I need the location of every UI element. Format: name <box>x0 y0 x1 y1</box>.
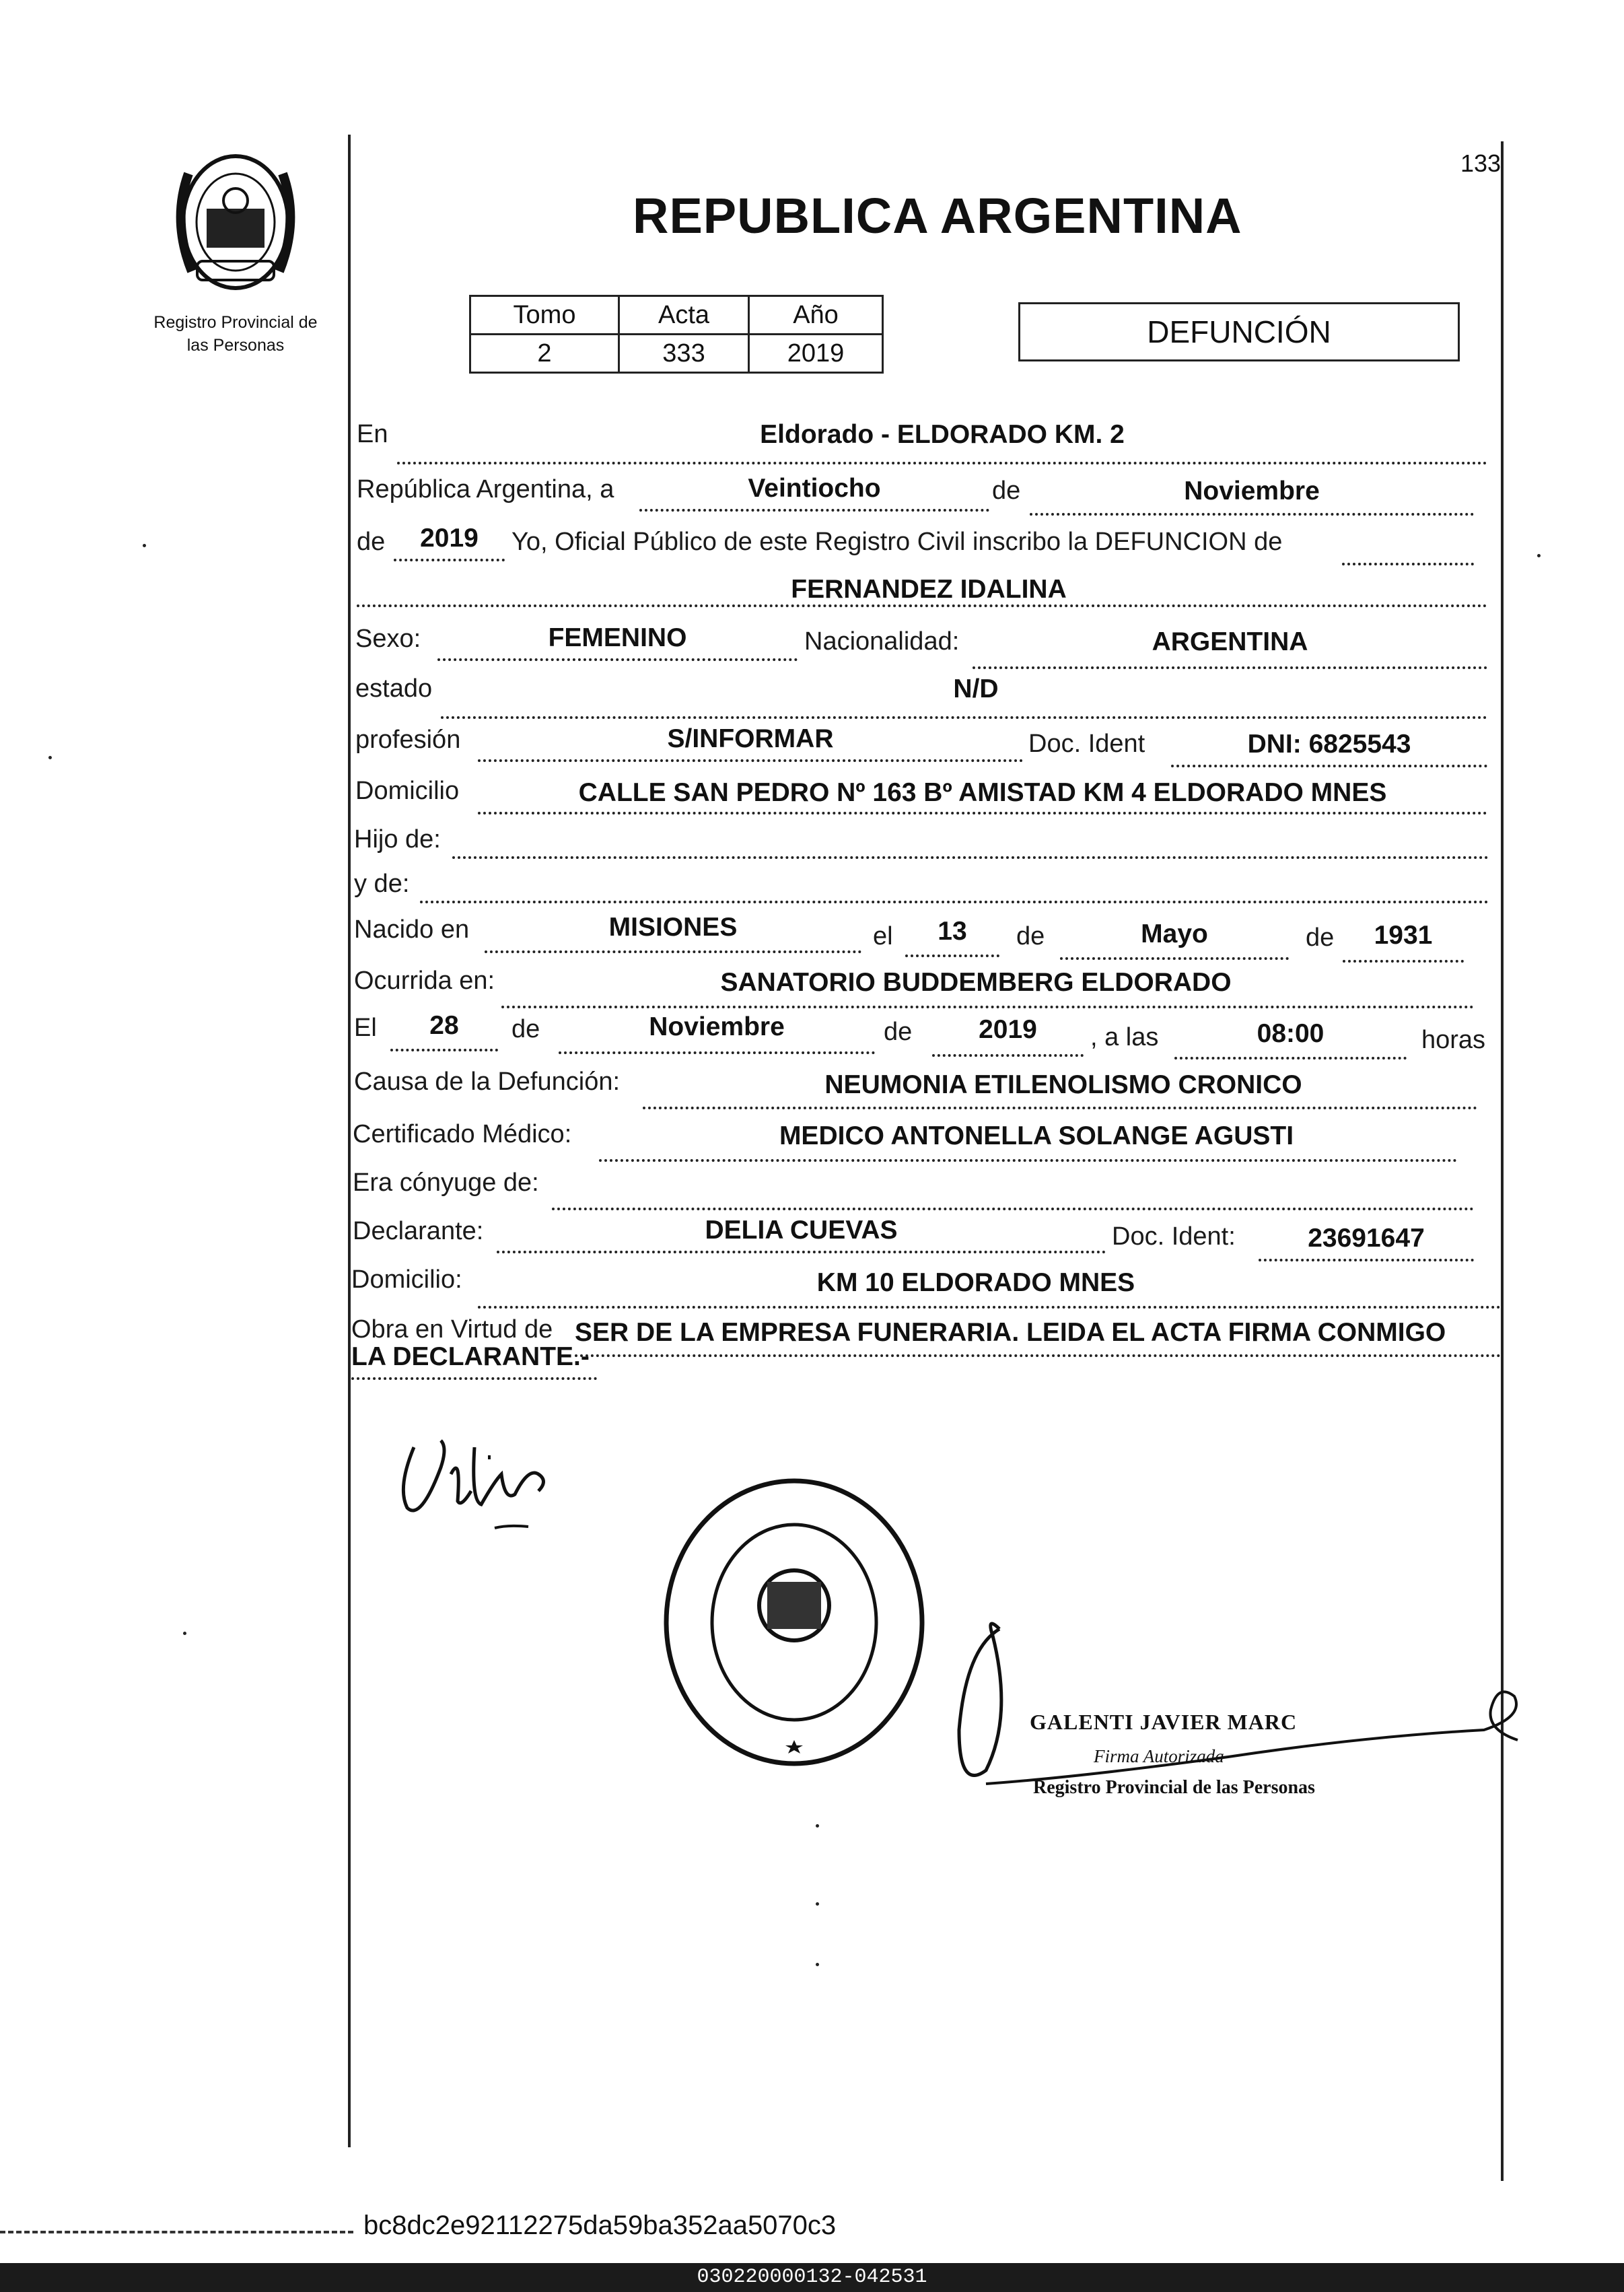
registry-name-line2: las Personas <box>186 336 285 355</box>
nac-dia-dots <box>905 954 999 957</box>
record-table-header-row <box>470 296 883 335</box>
mes-dots <box>1030 513 1474 516</box>
causa-dots <box>643 1107 1477 1109</box>
declarant-signature <box>394 1427 582 1541</box>
signature-name: GALENTI JAVIER MARC <box>1030 1710 1298 1734</box>
doc-ident2-label: Doc. Ident: <box>1112 1222 1236 1251</box>
registry-name-line1: Registro Provincial de <box>153 313 318 332</box>
anio-dots <box>394 559 505 561</box>
domicilio2-value: KM 10 ELDORADO MNES <box>816 1268 1135 1297</box>
sexo-label: Sexo: <box>355 625 421 653</box>
profesion-dots <box>478 759 1023 762</box>
y-de-label: y de: <box>354 870 410 898</box>
obra-line2: LA DECLARANTE.- <box>351 1342 590 1371</box>
yo-oficial-label: Yo, Oficial Público de este Registro Civil inscribo la DEFUNCION de <box>511 528 1283 556</box>
estado-value: N/D <box>953 674 999 703</box>
documento-value: DNI: 6825543 <box>1247 730 1411 759</box>
document-id-bar: 030220000132-042531 <box>0 2263 1624 2292</box>
declarante-doc-dots <box>1259 1259 1474 1261</box>
hijo-de-label: Hijo de: <box>354 825 441 854</box>
anio-value: 2019 <box>749 335 883 373</box>
def-hora-value: 08:00 <box>1257 1019 1325 1048</box>
page-number: 133 <box>1460 149 1502 177</box>
en-label: En <box>357 420 388 448</box>
tomo-header: Tomo <box>470 296 619 335</box>
nacido-en-value: MISIONES <box>608 913 738 942</box>
estado-label: estado <box>355 674 433 703</box>
acta-value: 333 <box>619 335 749 373</box>
nac-anio-dots <box>1343 960 1464 963</box>
anio-header: Año <box>749 296 883 335</box>
obra-line1: SER DE LA EMPRESA FUNERARIA. LEIDA EL ACTA FIRMA CONMIGO <box>575 1318 1446 1347</box>
conyuge-dots <box>552 1208 1474 1210</box>
nac-mes-dots <box>1060 957 1289 960</box>
nacionalidad-value: ARGENTINA <box>1152 627 1308 656</box>
de-label-3: de <box>1016 922 1045 950</box>
right-margin-line <box>1501 141 1504 2181</box>
record-table <box>469 295 884 374</box>
hijo-de-dots <box>452 856 1489 859</box>
domicilio-value: CALLE SAN PEDRO Nº 163 Bº AMISTAD KM 4 ELDORADO MNES <box>578 778 1387 807</box>
domicilio-label: Domicilio <box>355 777 460 805</box>
nacionalidad-dots <box>973 666 1487 669</box>
horas-label: horas <box>1421 1026 1486 1054</box>
def-mes-dots <box>559 1051 875 1054</box>
dia-texto-value: Veintiocho <box>748 474 881 503</box>
tomo-value: 2 <box>470 335 619 373</box>
de-label-4: de <box>1306 924 1335 952</box>
mes-value: Noviembre <box>1184 477 1320 506</box>
declarante-doc-value: 23691647 <box>1308 1224 1425 1253</box>
declarante-label: Declarante: <box>353 1217 484 1245</box>
def-anio-dots <box>932 1054 1084 1057</box>
de-label-1: de <box>992 477 1021 505</box>
certificado-value: MEDICO ANTONELLA SOLANGE AGUSTI <box>779 1121 1294 1150</box>
sexo-value: FEMENINO <box>548 623 687 652</box>
speck <box>816 1963 819 1966</box>
nacido-en-dots <box>485 950 861 953</box>
acta-header: Acta <box>619 296 749 335</box>
signature-registry: Registro Provincial de las Personas <box>1033 1777 1315 1798</box>
def-hora-dots <box>1174 1057 1407 1060</box>
nacido-en-label: Nacido en <box>354 915 470 944</box>
estado-dots <box>441 716 1487 719</box>
ocurrida-en-dots <box>501 1006 1474 1008</box>
nac-mes-value: Mayo <box>1141 919 1208 948</box>
profesion-value: S/INFORMAR <box>667 724 834 753</box>
profesion-label: profesión <box>355 726 461 754</box>
record-type-box: DEFUNCIÓN <box>1018 302 1460 361</box>
document-hash: bc8dc2e92112275da59ba352aa5070c3 <box>363 2211 837 2240</box>
de-label-5: de <box>511 1015 540 1043</box>
documento-dots <box>1171 765 1487 767</box>
left-margin-line <box>348 135 351 2147</box>
anio-value-text: 2019 <box>420 524 479 553</box>
nac-anio-value: 1931 <box>1374 921 1433 950</box>
record-table-value-row <box>470 335 883 373</box>
republica-label: República Argentina, a <box>357 475 614 503</box>
speck <box>816 1824 819 1828</box>
page-title: REPUBLICA ARGENTINA <box>633 188 1242 244</box>
def-anio-value: 2019 <box>979 1015 1037 1044</box>
conyuge-label: Era cónyuge de: <box>353 1169 539 1197</box>
causa-label: Causa de la Defunción: <box>354 1068 621 1096</box>
yo-oficial-dots <box>1342 563 1474 565</box>
speck <box>48 756 52 759</box>
dia-dots <box>639 509 989 512</box>
province-seal <box>165 147 306 295</box>
declarante-dots <box>497 1251 1106 1253</box>
speck <box>143 544 146 547</box>
def-dia-value: 28 <box>429 1011 459 1040</box>
y-de-dots <box>420 901 1489 903</box>
obra-line1-dots <box>575 1354 1501 1357</box>
lugar-value: Eldorado - ELDORADO KM. 2 <box>760 420 1125 449</box>
official-stamp <box>656 1474 932 1770</box>
causa-value: NEUMONIA ETILENOLISMO CRONICO <box>824 1070 1302 1099</box>
domicilio2-dots <box>478 1306 1501 1309</box>
el-label: el <box>873 922 893 950</box>
obra-line2-dots <box>351 1377 597 1380</box>
domicilio2-label: Domicilio: <box>351 1265 462 1294</box>
certificado-label: Certificado Médico: <box>353 1120 572 1148</box>
def-mes-value: Noviembre <box>649 1012 785 1041</box>
en-dots <box>397 462 1487 464</box>
doc-ident-label: Doc. Ident <box>1028 730 1145 758</box>
domicilio-dots <box>478 812 1487 814</box>
speck <box>183 1632 186 1635</box>
signature-role: Firma Autorizada <box>1094 1746 1224 1766</box>
nombre-value: FERNANDEZ IDALINA <box>791 575 1067 604</box>
el-cap-label: El <box>354 1014 377 1042</box>
ocurrida-en-value: SANATORIO BUDDEMBERG ELDORADO <box>720 968 1232 997</box>
obra-label: Obra en Virtud de <box>351 1315 553 1344</box>
declarante-value: DELIA CUEVAS <box>705 1216 898 1245</box>
a-las-label: , a las <box>1090 1023 1159 1051</box>
nombre-dots <box>357 604 1487 607</box>
speck <box>1537 554 1541 557</box>
de-label-2: de <box>357 528 386 556</box>
registry-name <box>128 311 343 357</box>
def-dia-dots <box>390 1049 498 1051</box>
certificado-dots <box>599 1159 1457 1162</box>
scan-artifact-line <box>0 2228 353 2233</box>
ocurrida-en-label: Ocurrida en: <box>354 967 495 995</box>
sexo-dots <box>437 658 798 661</box>
de-label-6: de <box>884 1018 913 1046</box>
nac-dia-value: 13 <box>938 917 967 946</box>
nacionalidad-label: Nacionalidad: <box>804 627 960 656</box>
speck <box>816 1902 819 1906</box>
